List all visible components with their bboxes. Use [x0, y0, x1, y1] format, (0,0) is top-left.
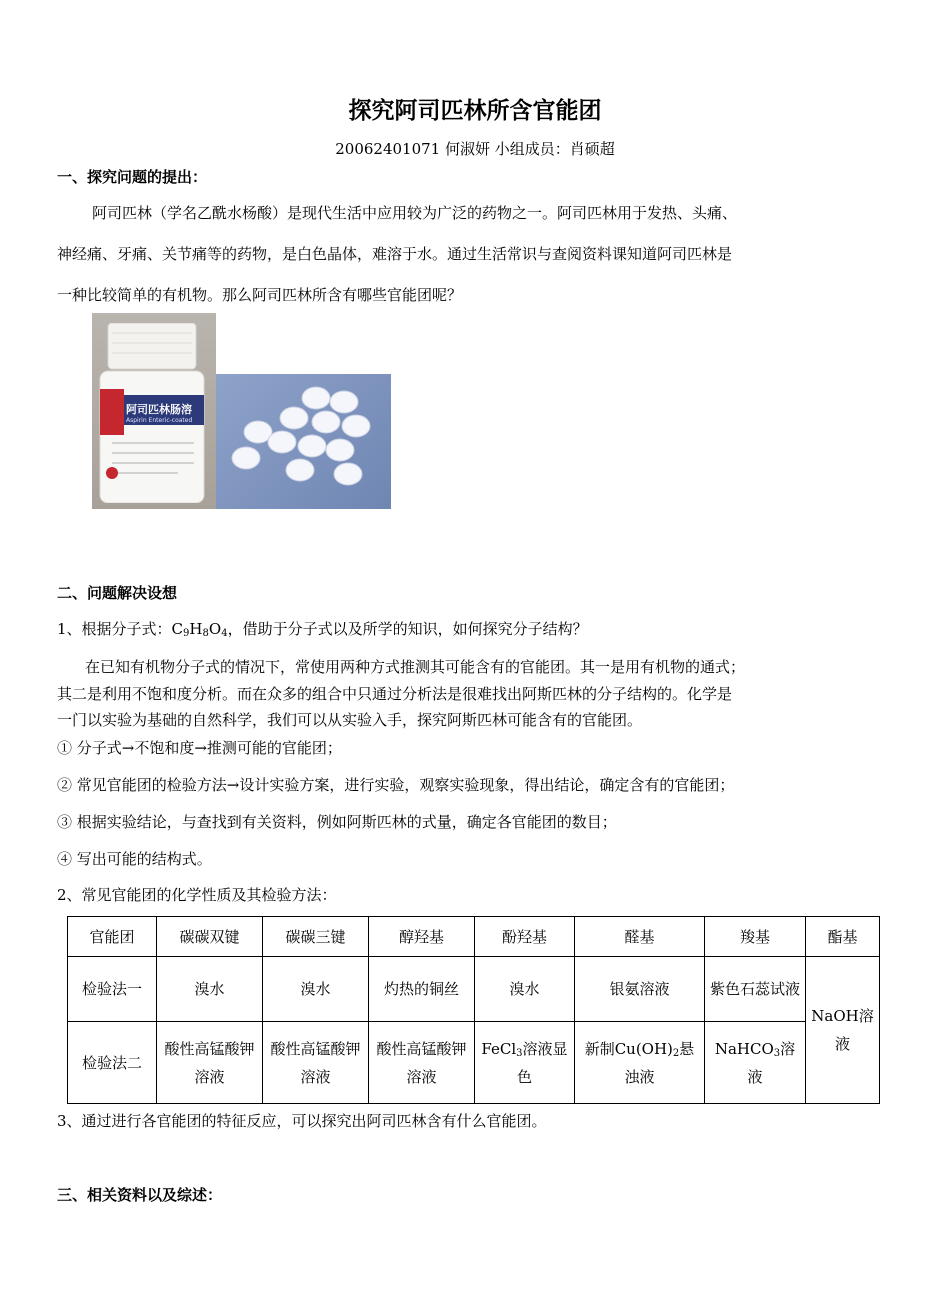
table-header-row [68, 917, 880, 957]
step-2: ② 常见官能团的检验方法→设计实验方案，进行实验，观察实验现象，得出结论，确定含有的官能团； [57, 776, 735, 794]
table-cell: 检验法一 [68, 957, 157, 1022]
section1-line-1: 阿司匹林（学名乙酰水杨酸）是现代生活中应用较为广泛的药物之一。阿司匹林用于发热、头痛、 [92, 204, 738, 222]
header-cell: 官能团 [68, 917, 157, 957]
header-cell: 碳碳双键 [157, 917, 263, 957]
section1-heading: 一、探究问题的提出： [57, 168, 208, 186]
header-cell: 醇羟基 [369, 917, 475, 957]
table-cell: 酸性高锰酸钾溶液 [369, 1022, 475, 1104]
section1-line-2: 神经痛、牙痛、关节痛等的药物，是白色晶体，难溶于水。通过生活常识与查阅资料课知道阿司匹林是 [57, 245, 733, 263]
table-cell: 酸性高锰酸钾溶液 [157, 1022, 263, 1104]
section1-line-3: 一种比较简单的有机物。那么阿司匹林所含有哪些官能团呢？ [57, 286, 463, 304]
table-cell: 溴水 [157, 957, 263, 1022]
table-cell: 酸性高锰酸钾溶液 [263, 1022, 369, 1104]
table-cell: FeCl$_3$溶液显色 [475, 1022, 575, 1104]
section2-para-line-3: 一门以实验为基础的自然科学，我们可以从实验入手，探究阿斯匹林可能含有的官能团。 [57, 711, 643, 729]
bottle-sublabel: Aspirin Enteric-coated [126, 417, 193, 424]
table-cell: 检验法二 [68, 1022, 157, 1104]
table-cell: 新制$Cu(OH)_2$悬浊液 [575, 1022, 705, 1104]
header-cell: 羧基 [705, 917, 806, 957]
section2-heading: 二、问题解决设想 [57, 584, 178, 602]
section2-para-line-2: 其二是利用不饱和度分析。而在众多的组合中只通过分析法是很难找出阿斯匹林的分子结构的。化学是 [57, 685, 733, 703]
question-1: 1、根据分子式：$C_9H_8O_4$，借助于分子式以及所学的知识，如何探究分子结构？ [57, 620, 588, 639]
section3-heading: 三、相关资料以及综述： [57, 1186, 223, 1204]
author-line: 20062401071 何淑妍 小组成员：肖硕超 [335, 140, 615, 158]
page-title: 探究阿司匹林所含官能团 [348, 98, 602, 124]
ester-test-cell: NaOH溶液 [806, 957, 880, 1104]
question-2: 2、常见官能团的化学性质及其检验方法： [57, 886, 337, 904]
table-cell: 溴水 [263, 957, 369, 1022]
tablets-illustration [216, 374, 391, 509]
table-cell: 溴水 [475, 957, 575, 1022]
aspirin-tablets-photo [216, 374, 391, 509]
table-row [68, 957, 880, 1022]
table-row [68, 1022, 880, 1104]
table-cell: 紫色石蕊试液 [705, 957, 806, 1022]
aspirin-bottle-photo [92, 313, 216, 509]
section2-para-line-1: 在已知有机物分子式的情况下，常使用两种方式推测其可能含有的官能团。其一是用有机物的通式； [85, 658, 746, 676]
header-cell: 醛基 [575, 917, 705, 957]
step-3: ③ 根据实验结论，与查找到有关资料，例如阿斯匹林的式量，确定各官能团的数目； [57, 813, 617, 831]
step-1: ① 分子式→不饱和度→推测可能的官能团； [57, 739, 342, 757]
header-cell: 酚羟基 [475, 917, 575, 957]
table-cell: 银氨溶液 [575, 957, 705, 1022]
bottle-label: 阿司匹林肠溶 [126, 403, 192, 416]
header-cell: 酯基 [806, 917, 880, 957]
table-cell: 灼热的铜丝 [369, 957, 475, 1022]
functional-group-table [67, 916, 880, 1104]
question-3: 3、通过进行各官能团的特征反应，可以探究出阿司匹林含有什么官能团。 [57, 1112, 547, 1130]
table-cell: NaHCO$_3$溶液 [705, 1022, 806, 1104]
step-4: ④ 写出可能的结构式。 [57, 850, 212, 868]
header-cell: 碳碳三键 [263, 917, 369, 957]
